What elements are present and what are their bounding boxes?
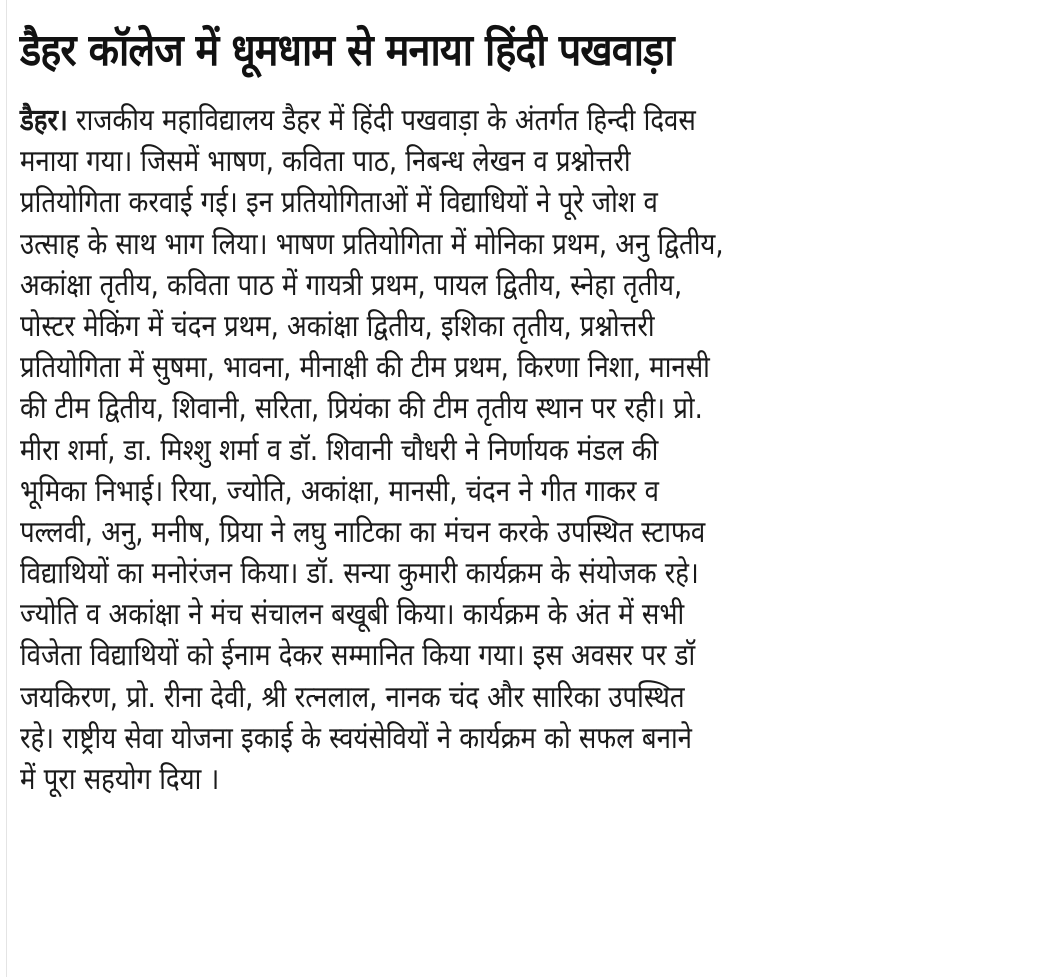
body-line: मनाया गया। जिसमें भाषण, कविता पाठ, निबन्ध लेखन व प्रश्नोत्तरी bbox=[20, 144, 631, 180]
body-line: भूमिका निभाई। रिया, ज्योति, अकांक्षा, मानसी, चंदन ने गीत गाकर व bbox=[20, 473, 659, 509]
news-article bbox=[20, 0, 1030, 800]
body-line: विद्याथियों का मनोरंजन किया। डॉ. सन्या कुमारी कार्यक्रम के संयोजक रहे। bbox=[20, 556, 699, 592]
body-line bbox=[20, 100, 889, 141]
body-line-text: राजकीय महाविद्यालय डैहर में हिंदी पखवाड़ा के अंतर्गत हिन्दी दिवस bbox=[67, 103, 696, 138]
body-line: रहे। राष्ट्रीय सेवा योजना इकाई के स्वयंसेवियों ने कार्यक्रम को सफल बनाने bbox=[20, 720, 692, 756]
column-divider bbox=[6, 0, 7, 977]
body-line: पोस्टर मेकिंग में चंदन प्रथम, अकांक्षा द्वितीय, इशिका तृतीय, प्रश्नोत्तरी bbox=[20, 308, 655, 344]
body-line: में पूरा सहयोग दिया । bbox=[20, 762, 220, 797]
body-line: उत्साह के साथ भाग लिया। भाषण प्रतियोगिता में मोनिका प्रथम, अनु द्वितीय, bbox=[20, 226, 724, 262]
body-line: विजेता विद्याथियों को ईनाम देकर सम्मानित किया गया। इस अवसर पर डॉ bbox=[20, 638, 696, 674]
body-line: मीरा शर्मा, डा. मिश्शु शर्मा व डॉ. शिवानी चौधरी ने निर्णायक मंडल की bbox=[20, 432, 659, 468]
body-line: प्रतियोगिता में सुषमा, भावना, मीनाक्षी की टीम प्रथम, किरणा निशा, मानसी bbox=[20, 350, 710, 386]
body-line: जयकिरण, प्रो. रीना देवी, श्री रत्नलाल, नानक चंद और सारिका उपस्थित bbox=[20, 679, 685, 715]
body-line: प्रतियोगिता करवाई गई। इन प्रतियोगिताओं में विद्याधियों ने पूरे जोश व bbox=[20, 185, 658, 221]
body-line: की टीम द्वितीय, शिवानी, सरिता, प्रियंका की टीम तृतीय स्थान पर रही। प्रो. bbox=[20, 391, 703, 427]
article-headline: डैहर कॉलेज में धूमधाम से मनाया हिंदी पखवाड़ा bbox=[20, 25, 674, 76]
body-line: ज्योति व अकांक्षा ने मंच संचालन बखूबी किया। कार्यक्रम के अंत में सभी bbox=[20, 597, 685, 633]
dateline: डैहर। bbox=[20, 103, 68, 138]
article-body bbox=[20, 100, 1030, 800]
body-line: पल्लवी, अनु, मनीष, प्रिया ने लघु नाटिका का मंचन करके उपस्थित स्टाफव bbox=[20, 514, 706, 550]
body-line: अकांक्षा तृतीय, कविता पाठ में गायत्री प्रथम, पायल द्वितीय, स्नेहा तृतीय, bbox=[20, 267, 683, 303]
